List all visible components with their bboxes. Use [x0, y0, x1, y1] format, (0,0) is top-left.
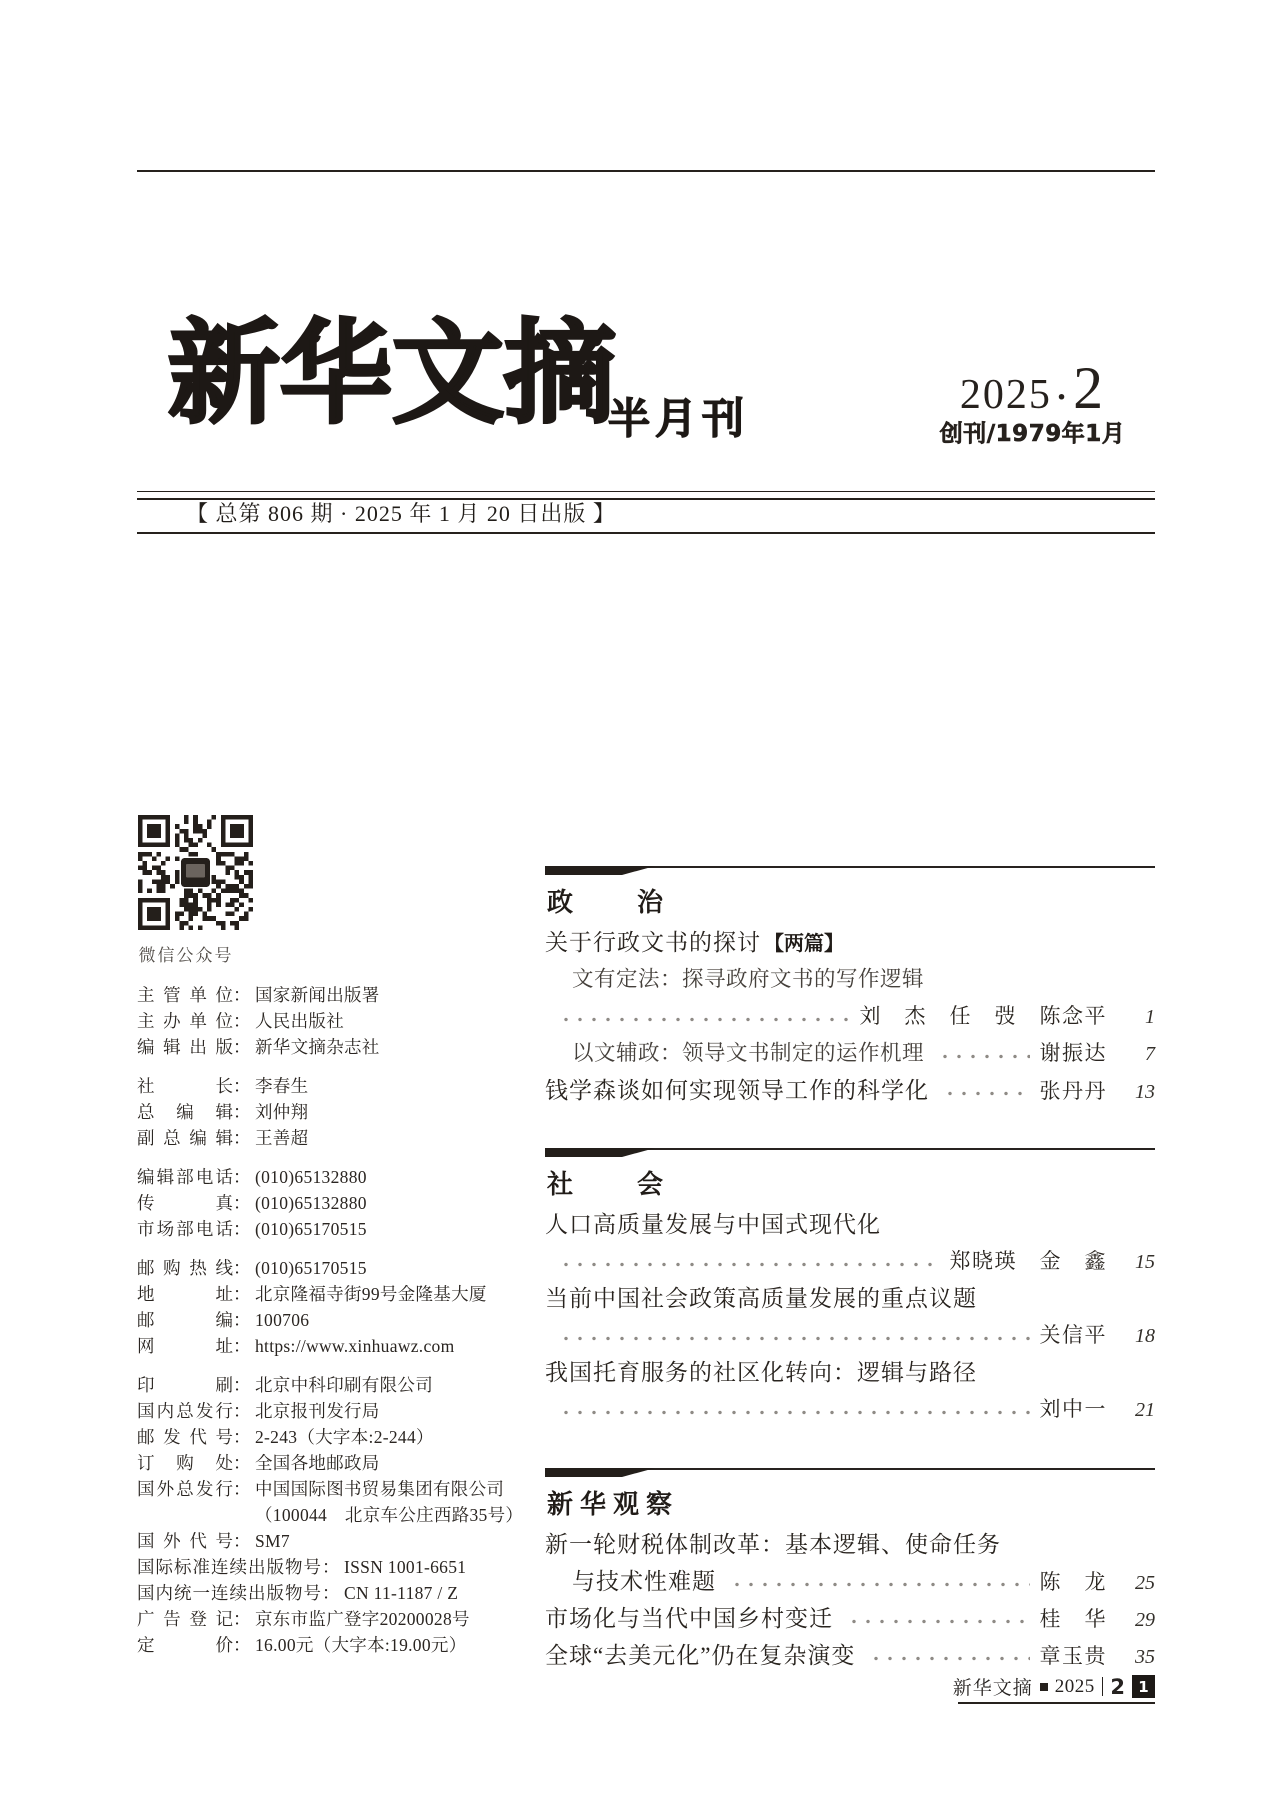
- publisher-field-colon: ：: [233, 1193, 251, 1213]
- publisher-field-label: 订购处: [137, 1453, 233, 1473]
- publisher-info-row: [137, 1281, 537, 1307]
- publisher-info-row: [137, 1008, 537, 1034]
- publisher-field-label: 总编辑: [137, 1102, 233, 1122]
- publisher-field-colon: ：: [233, 1037, 251, 1057]
- publisher-field-colon: ：: [233, 1375, 251, 1395]
- publisher-field-value: SM7: [255, 1531, 290, 1551]
- article-title: 关于行政文书的探讨: [545, 930, 761, 955]
- magazine-title: 新华文摘: [168, 309, 616, 439]
- publisher-field-value: 16.00元（大字本:19.00元）: [255, 1635, 467, 1655]
- footer-year: 2025: [1054, 1675, 1095, 1697]
- article-title: 全球“去美元化”仍在复杂演变: [545, 1643, 856, 1668]
- publisher-field-label: 编辑出版: [137, 1037, 233, 1057]
- publisher-info-row: [137, 1580, 537, 1606]
- publisher-field-value: (010)65132880: [255, 1167, 367, 1187]
- publisher-field-label: 邮购热线: [137, 1258, 233, 1278]
- publisher-info-row: [137, 1034, 537, 1060]
- publisher-field-value: (010)65170515: [255, 1258, 367, 1278]
- publisher-field-colon: ：: [233, 1128, 251, 1148]
- article-title: 人口高质量发展与中国式现代化: [545, 1212, 881, 1237]
- square-bullet-icon: [1040, 1683, 1048, 1691]
- publisher-field-colon: ：: [322, 1583, 340, 1603]
- publisher-field-label: 广告登记: [137, 1609, 233, 1629]
- publisher-field-colon: ：: [233, 1310, 251, 1330]
- section-heading: 新华观察: [547, 1490, 680, 1519]
- publisher-field-value: （100044 北京车公庄西路35号）: [255, 1505, 524, 1525]
- article-title: 新一轮财税体制改革：基本逻辑、使命任务: [545, 1532, 1001, 1557]
- publisher-field-value: 京东市监广登字20200028号: [255, 1609, 470, 1629]
- issue-bar-rule-bottom: [137, 532, 1155, 534]
- article-authors: 关信平: [1039, 1323, 1107, 1347]
- publisher-field-colon: ：: [233, 1479, 251, 1499]
- publisher-field-label: 地址: [137, 1284, 233, 1304]
- article-page-number: 21: [1135, 1399, 1155, 1421]
- publisher-field-label: 网址: [137, 1336, 233, 1356]
- publisher-field-label: 邮发代号: [137, 1427, 233, 1447]
- issue-number-line: [900, 355, 1165, 421]
- toc-entry-row: [545, 924, 1155, 961]
- publisher-field-value: (010)65170515: [255, 1219, 367, 1239]
- dotted-leader: [559, 1410, 1030, 1415]
- issue-info-block: [900, 355, 1165, 447]
- publisher-field-value: 人民出版社: [255, 1011, 344, 1031]
- publisher-info-row: [137, 1216, 537, 1242]
- toc-entry-row: [545, 1317, 1155, 1354]
- toc-entry-row: [545, 1563, 1155, 1600]
- issue-date-line: 【 总第 806 期 · 2025 年 1 月 20 日出版 】: [186, 501, 616, 526]
- publisher-field-value: 全国各地邮政局: [255, 1453, 380, 1473]
- publisher-field-colon: ：: [233, 1453, 251, 1473]
- publisher-info-row: [137, 1554, 537, 1580]
- wechat-account-label: 微信公众号: [138, 946, 234, 965]
- publisher-info-row: [137, 1424, 537, 1450]
- toc-entry-row: [545, 1354, 1155, 1391]
- dotted-leader: [559, 1262, 940, 1267]
- publisher-info-group: [137, 982, 537, 1060]
- article-title: 市场化与当代中国乡村变迁: [545, 1606, 833, 1631]
- section-entries: [545, 924, 1155, 1109]
- toc-section-society: [545, 1148, 1155, 1448]
- publisher-info-group: [137, 1372, 537, 1658]
- publisher-field-label: 编辑部电话: [137, 1167, 233, 1187]
- article-authors: 刘 杰 任 弢 陈念平: [859, 1004, 1107, 1028]
- publisher-field-colon: ：: [233, 1011, 251, 1031]
- publisher-info-row: [137, 1450, 537, 1476]
- publisher-info-group: [137, 1255, 537, 1359]
- article-authors: 谢振达: [1039, 1041, 1107, 1065]
- publisher-field-value: 北京中科印刷有限公司: [255, 1375, 433, 1395]
- article-page-number: 18: [1135, 1325, 1155, 1347]
- publisher-info-row: [137, 1502, 537, 1528]
- publisher-info-row: [137, 1164, 537, 1190]
- publisher-field-colon: ：: [233, 985, 251, 1005]
- toc-entry-row: [545, 961, 1155, 998]
- publisher-field-colon: ：: [322, 1557, 340, 1577]
- toc-section-xinhua-observe: [545, 1468, 1155, 1698]
- section-heading: 政治: [547, 888, 728, 917]
- publisher-info-group: [137, 1164, 537, 1242]
- article-page-number: 7: [1145, 1043, 1155, 1065]
- publisher-info-row: [137, 1190, 537, 1216]
- footer-page-number: 1: [1132, 1675, 1155, 1698]
- publisher-field-colon: ：: [233, 1609, 251, 1629]
- toc-entry-row: [545, 1391, 1155, 1428]
- article-authors: 章玉贵: [1039, 1644, 1107, 1668]
- publisher-info-row: [137, 1125, 537, 1151]
- toc-entry-row: [545, 998, 1155, 1035]
- publisher-field-label: 国际标准连续出版物号: [137, 1557, 322, 1577]
- toc-entry-row: [545, 1280, 1155, 1317]
- footer-issue-number: 2: [1110, 1674, 1125, 1699]
- article-tag: 【两篇】: [764, 933, 844, 955]
- publisher-info-row: [137, 1632, 537, 1658]
- publisher-field-label: 传真: [137, 1193, 233, 1213]
- publisher-info-row: [137, 1606, 537, 1632]
- publisher-field-colon: ：: [233, 1401, 251, 1421]
- publisher-field-value: 100706: [255, 1310, 310, 1330]
- issue-separator-dot: ·: [1055, 379, 1070, 416]
- publisher-field-value: 国家新闻出版署: [255, 985, 380, 1005]
- wechat-qr-code: [138, 815, 253, 930]
- toc-section-politics: [545, 866, 1155, 1146]
- top-rule: [137, 170, 1155, 172]
- publisher-info-group: [137, 1073, 537, 1151]
- publisher-field-colon: ：: [233, 1284, 251, 1304]
- publisher-info-row: [137, 1333, 537, 1359]
- publisher-field-label: 社长: [137, 1076, 233, 1096]
- publisher-info-row: [137, 1398, 537, 1424]
- article-page-number: 15: [1135, 1251, 1155, 1273]
- page-footer: [952, 1674, 1155, 1704]
- publisher-field-value: 王善超: [255, 1128, 309, 1148]
- publisher-info-row: [137, 1307, 537, 1333]
- publisher-field-label: 国外代号: [137, 1531, 233, 1551]
- issue-number: 2: [1073, 355, 1106, 421]
- publisher-info-row: [137, 1372, 537, 1398]
- article-page-number: 1: [1145, 1006, 1155, 1028]
- publisher-field-colon: ：: [233, 1336, 251, 1356]
- issue-bar-rule-thick: [137, 498, 1155, 500]
- publisher-field-value: 李春生: [255, 1076, 309, 1096]
- toc-entry-row: [545, 1072, 1155, 1109]
- article-title: 以文辅政：领导文书制定的运作机理: [572, 1041, 925, 1065]
- publisher-field-label: 邮编: [137, 1310, 233, 1330]
- publisher-field-colon: ：: [233, 1258, 251, 1278]
- article-page-number: 13: [1135, 1081, 1155, 1103]
- article-title: 我国托育服务的社区化转向：逻辑与路径: [545, 1360, 977, 1385]
- article-page-number: 35: [1135, 1646, 1155, 1668]
- publisher-field-colon: ：: [233, 1167, 251, 1187]
- toc-entry-row: [545, 1526, 1155, 1563]
- article-title: 与技术性难题: [572, 1569, 716, 1594]
- publisher-info-row: [137, 1073, 537, 1099]
- publisher-field-colon: ：: [233, 1076, 251, 1096]
- publisher-field-colon: ：: [233, 1635, 251, 1655]
- publisher-field-label: 定价: [137, 1635, 233, 1655]
- publisher-field-label: 市场部电话: [137, 1219, 233, 1239]
- publisher-field-label: 印刷: [137, 1375, 233, 1395]
- publisher-field-value: 北京报刊发行局: [255, 1401, 380, 1421]
- article-authors: 陈 龙: [1039, 1570, 1107, 1594]
- article-page-number: 29: [1135, 1609, 1155, 1631]
- publisher-field-colon: ：: [233, 1219, 251, 1239]
- section-bar-icon: [545, 1468, 655, 1477]
- publisher-field-value: (010)65132880: [255, 1193, 367, 1213]
- publisher-info-row: [137, 1528, 537, 1554]
- toc-entry-row: [545, 1600, 1155, 1637]
- publisher-field-value: 刘仲翔: [255, 1102, 309, 1122]
- section-bar-icon: [545, 1148, 655, 1157]
- dotted-leader: [847, 1619, 1030, 1624]
- dotted-leader: [730, 1582, 1030, 1587]
- masthead-subtitle: 半月刊: [608, 394, 750, 443]
- publisher-field-value: https://www.xinhuawz.com: [255, 1336, 455, 1356]
- section-entries: [545, 1206, 1155, 1428]
- publisher-field-colon: ：: [233, 1427, 251, 1447]
- publisher-field-value: 北京隆福寺街99号金隆基大厦: [255, 1284, 487, 1304]
- footer-journal-name: 新华文摘: [952, 1678, 1033, 1699]
- publisher-field-label: 副总编辑: [137, 1128, 233, 1148]
- article-title: 当前中国社会政策高质量发展的重点议题: [545, 1286, 977, 1311]
- publisher-info-row: [137, 1099, 537, 1125]
- section-heading: 社会: [547, 1170, 728, 1199]
- dotted-leader: [869, 1656, 1029, 1661]
- publisher-field-colon: ：: [233, 1531, 251, 1551]
- dotted-leader: [559, 1336, 1030, 1341]
- publisher-info-row: [137, 1476, 537, 1502]
- issue-bar-rule-thin: [137, 491, 1155, 492]
- dotted-leader: [943, 1091, 1030, 1096]
- publisher-field-label: 主管单位: [137, 985, 233, 1005]
- publisher-field-colon: ：: [233, 1102, 251, 1122]
- publisher-field-value: 中国国际图书贸易集团有限公司: [255, 1479, 505, 1499]
- publisher-info-row: [137, 1255, 537, 1281]
- article-page-number: 25: [1135, 1572, 1155, 1594]
- toc-entry-row: [545, 1206, 1155, 1243]
- publisher-info: [137, 982, 537, 1671]
- toc-entry-row: [545, 1637, 1155, 1674]
- dotted-leader: [938, 1054, 1029, 1059]
- publisher-field-label: 国外总发行: [137, 1479, 233, 1499]
- article-authors: 刘中一: [1039, 1397, 1107, 1421]
- toc-entry-row: [545, 1243, 1155, 1280]
- founding-date: 创刊/1979年1月: [939, 421, 1126, 447]
- article-title: 文有定法：探寻政府文书的写作逻辑: [572, 967, 925, 991]
- publisher-info-row: [137, 982, 537, 1008]
- section-entries: [545, 1526, 1155, 1674]
- publisher-field-value: 新华文摘杂志社: [255, 1037, 380, 1057]
- publisher-field-value: ISSN 1001-6651: [344, 1557, 467, 1577]
- article-authors: 桂 华: [1039, 1607, 1107, 1631]
- article-title: 钱学森谈如何实现领导工作的科学化: [545, 1078, 929, 1103]
- publisher-field-value: CN 11-1187 / Z: [344, 1583, 459, 1603]
- article-authors: 张丹丹: [1039, 1079, 1107, 1103]
- publisher-field-label: 主办单位: [137, 1011, 233, 1031]
- publisher-field-value: 2-243（大字本:2-244）: [255, 1427, 434, 1447]
- issue-year: 2025: [959, 372, 1052, 418]
- dotted-leader: [559, 1017, 850, 1022]
- publisher-field-label: 国内总发行: [137, 1401, 233, 1421]
- article-authors: 郑晓瑛 金 鑫: [949, 1249, 1107, 1273]
- publisher-field-label: 国内统一连续出版物号: [137, 1583, 322, 1603]
- footer-divider: [1102, 1677, 1104, 1696]
- toc-entry-row: [545, 1035, 1155, 1072]
- section-bar-icon: [545, 866, 655, 875]
